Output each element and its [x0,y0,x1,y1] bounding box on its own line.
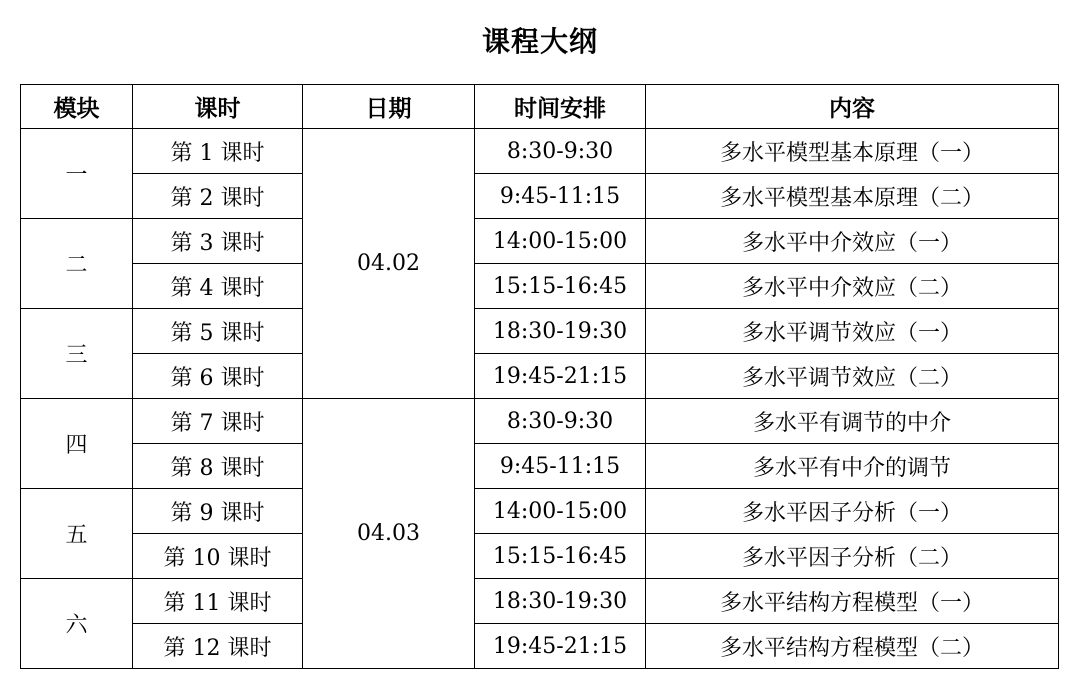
lesson-cell: 第 12 课时 [133,624,303,669]
lesson-cell: 第 6 课时 [133,354,303,399]
table-row [21,534,1059,579]
date-cell: 04.03 [303,399,475,669]
table-row [21,444,1059,489]
column-header-time: 时间安排 [475,85,646,129]
column-header-date: 日期 [303,85,475,129]
time-cell: 14:00-15:00 [475,219,646,264]
lesson-cell: 第 3 课时 [133,219,303,264]
time-cell: 19:45-21:15 [475,624,646,669]
page-title: 课程大纲 [481,25,598,58]
content-cell: 多水平有中介的调节 [646,444,1059,489]
table-row [21,309,1059,354]
lesson-cell: 第 11 课时 [133,579,303,624]
date-cell: 04.02 [303,129,475,399]
table-row [21,624,1059,669]
lesson-cell: 第 1 课时 [133,129,303,174]
syllabus-table [20,84,1059,669]
module-cell: 六 [21,579,133,669]
lesson-cell: 第 7 课时 [133,399,303,444]
content-cell: 多水平因子分析（一） [646,489,1059,534]
lesson-cell: 第 10 课时 [133,534,303,579]
table-header-row [21,85,1059,129]
time-cell: 15:15-16:45 [475,534,646,579]
table-row [21,219,1059,264]
table-row [21,264,1059,309]
time-cell: 19:45-21:15 [475,354,646,399]
content-cell: 多水平中介效应（二） [646,264,1059,309]
time-cell: 9:45-11:15 [475,444,646,489]
table-row [21,579,1059,624]
column-header-lesson: 课时 [133,85,303,129]
column-header-content: 内容 [646,85,1059,129]
time-cell: 18:30-19:30 [475,579,646,624]
content-cell: 多水平模型基本原理（二） [646,174,1059,219]
lesson-cell: 第 5 课时 [133,309,303,354]
table-row [21,354,1059,399]
time-cell: 8:30-9:30 [475,129,646,174]
lesson-cell: 第 8 课时 [133,444,303,489]
content-cell: 多水平调节效应（二） [646,354,1059,399]
table-row [21,489,1059,534]
content-cell: 多水平结构方程模型（一） [646,579,1059,624]
lesson-cell: 第 4 课时 [133,264,303,309]
table-row [21,174,1059,219]
time-cell: 9:45-11:15 [475,174,646,219]
content-cell: 多水平中介效应（一） [646,219,1059,264]
content-cell: 多水平结构方程模型（二） [646,624,1059,669]
module-cell: 五 [21,489,133,579]
lesson-cell: 第 2 课时 [133,174,303,219]
content-cell: 多水平有调节的中介 [646,399,1059,444]
table-row [21,399,1059,444]
time-cell: 18:30-19:30 [475,309,646,354]
module-cell: 二 [21,219,133,309]
lesson-cell: 第 9 课时 [133,489,303,534]
content-cell: 多水平模型基本原理（一） [646,129,1059,174]
table-row [21,129,1059,174]
module-cell: 一 [21,129,133,219]
column-header-module: 模块 [21,85,133,129]
time-cell: 15:15-16:45 [475,264,646,309]
module-cell: 四 [21,399,133,489]
content-cell: 多水平调节效应（一） [646,309,1059,354]
module-cell: 三 [21,309,133,399]
time-cell: 14:00-15:00 [475,489,646,534]
time-cell: 8:30-9:30 [475,399,646,444]
content-cell: 多水平因子分析（二） [646,534,1059,579]
